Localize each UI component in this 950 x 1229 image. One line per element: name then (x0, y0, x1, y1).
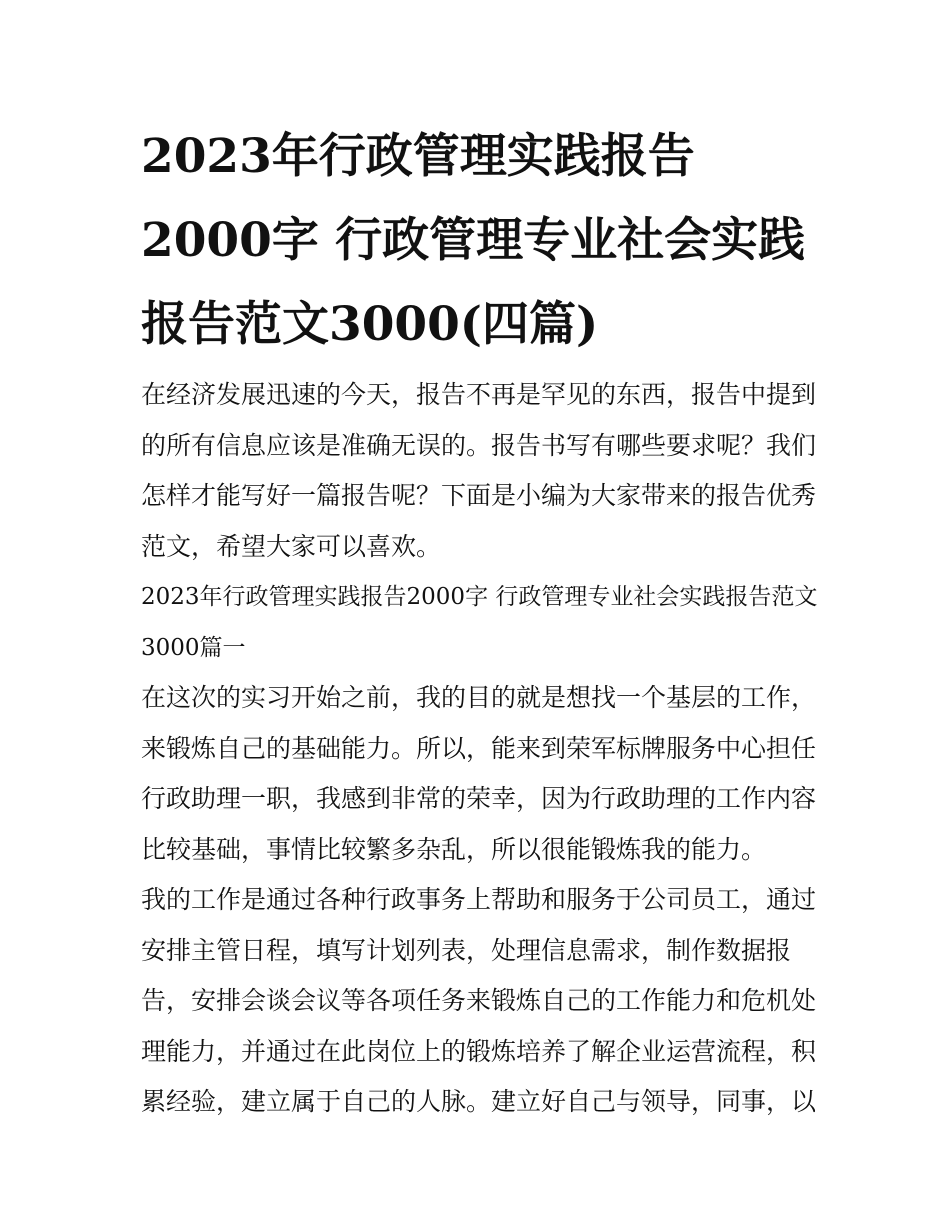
body-paragraph: 我的工作是通过各种行政事务上帮助和服务于公司员工，通过安排主管日程，填写计划列表，处理信息需求，制作数据报告，安排会谈会议等各项任务来锻炼自己的工作能力和危机处理能力，并通过在此岗位上的锻炼培养了解企业运营流程，积累经验，建立属于自己的人脉。建立好自己与领导，同事，以 (141, 885, 817, 1116)
document-title: 2023年行政管理实践报告2000字 行政管理专业社会实践报告范文3000(四篇) (141, 129, 806, 352)
section-heading: 2023年行政管理实践报告2000字 行政管理专业社会实践报告范文3000篇一 (141, 584, 818, 661)
body-paragraph: 在这次的实习开始之前，我的目的就是想找一个基层的工作，来锻炼自己的基础能力。所以，能来到荣军标牌服务中心担任行政助理一职，我感到非常的荣幸，因为行政助理的工作内容比较基础，事情比较繁多杂乱，所以很能锻炼我的能力。 (141, 683, 817, 864)
document-body (141, 115, 821, 1128)
intro-paragraph: 在经济发展迅速的今天，报告不再是罕见的东西，报告中提到的所有信息应该是准确无误的。报告书写有哪些要求呢？我们怎样才能写好一篇报告呢？下面是小编为大家带来的报告优秀范文，希望大家可以喜欢。 (141, 380, 817, 561)
